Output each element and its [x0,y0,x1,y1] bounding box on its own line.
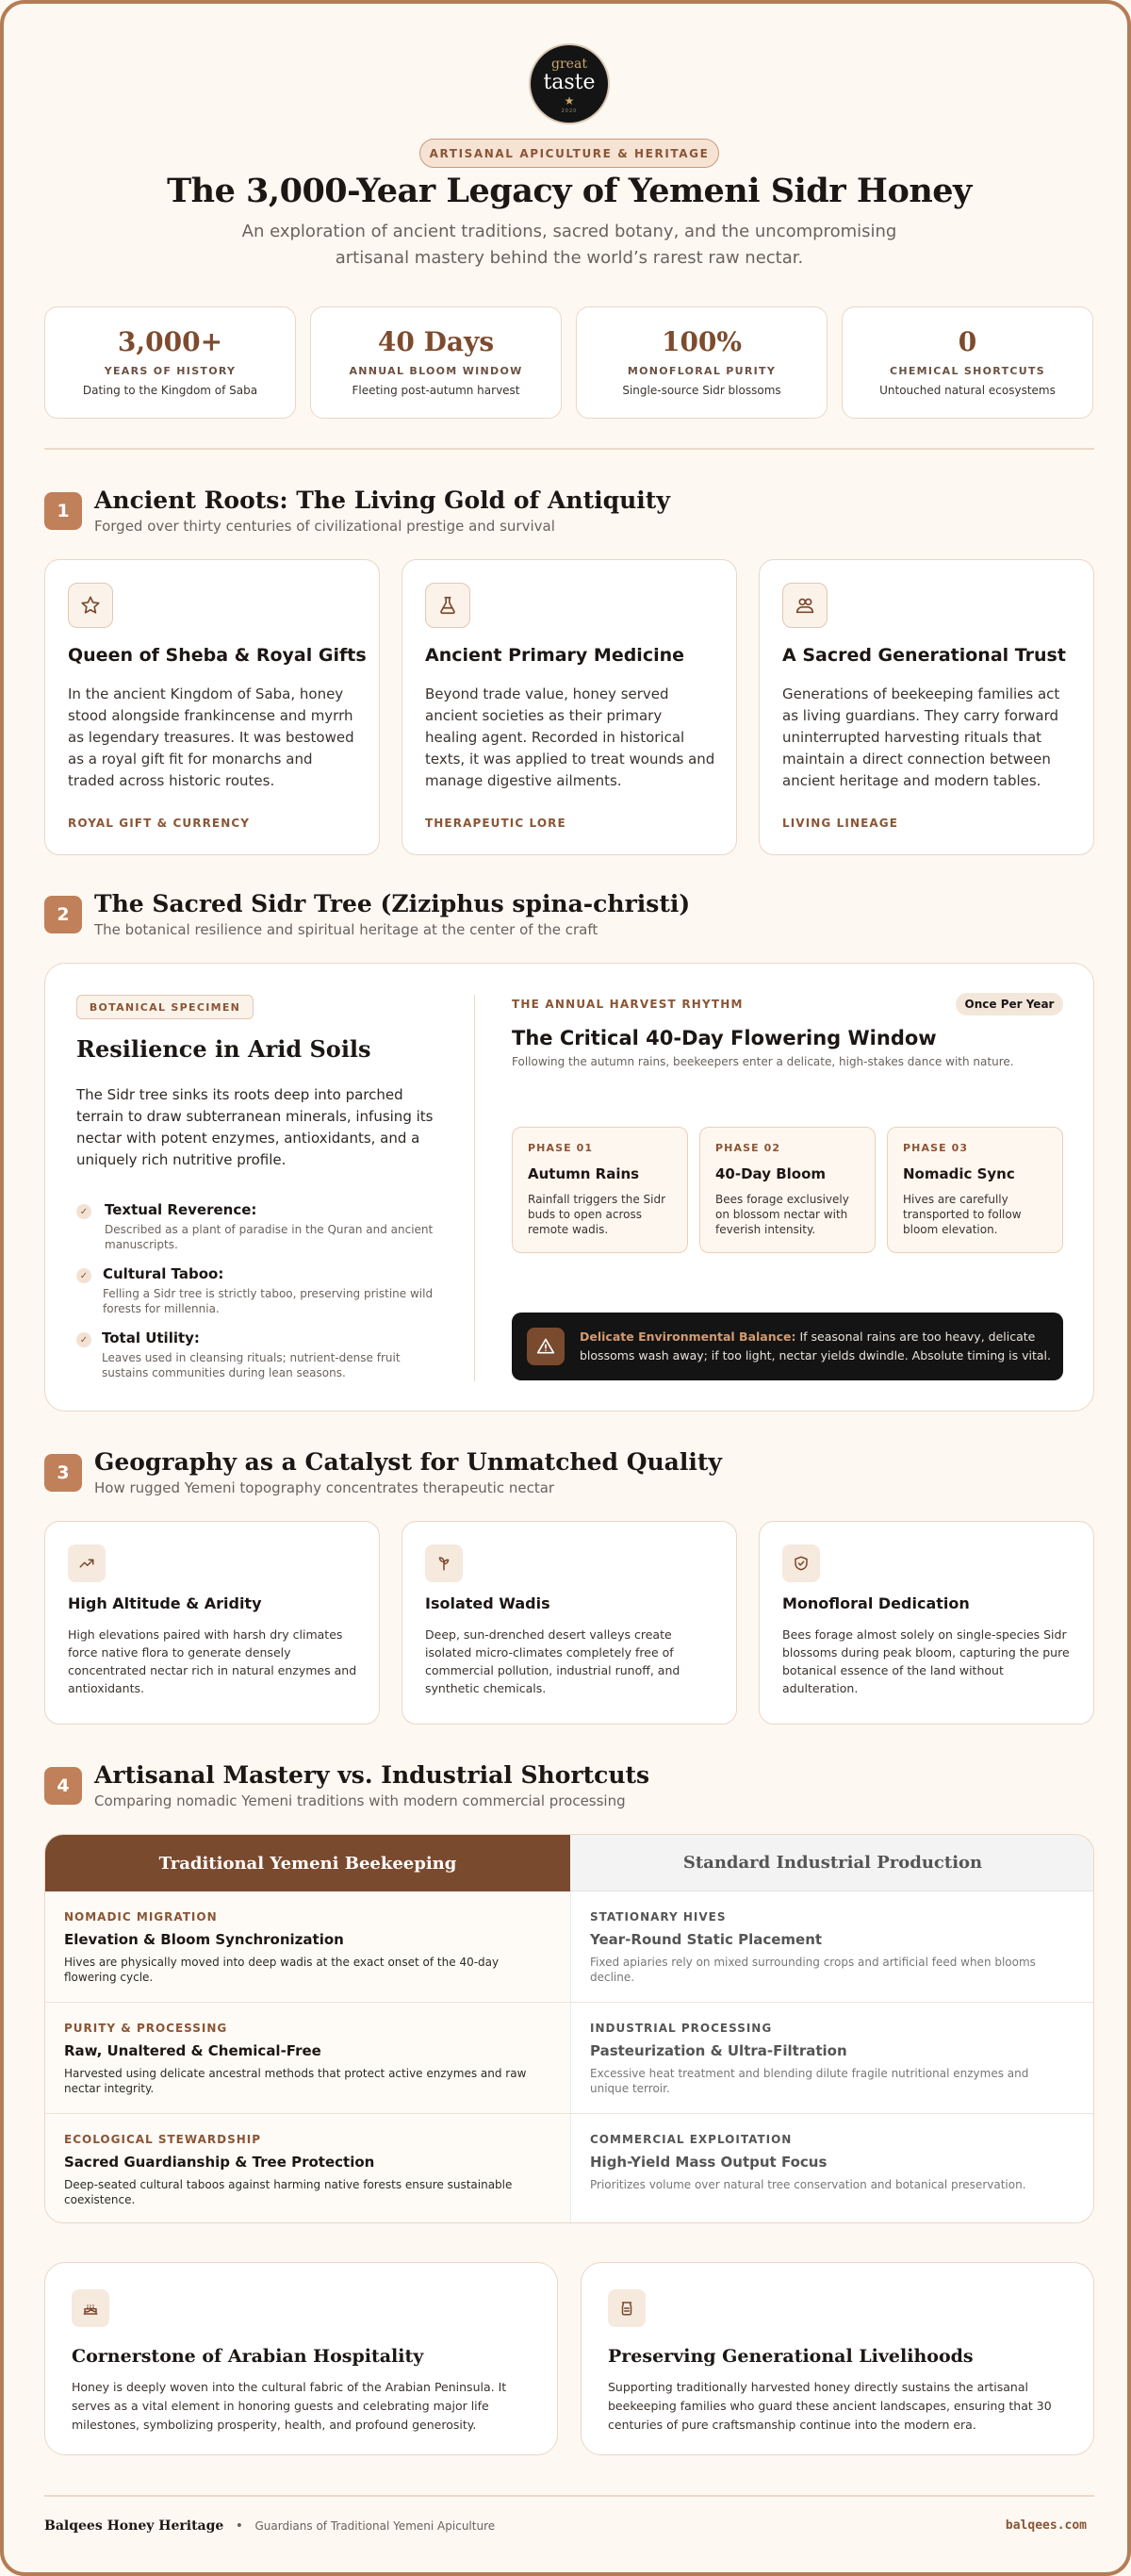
stat-desc: Untouched natural ecosystems [879,384,1056,397]
category-pill: ARTISANAL APICULTURE & HERITAGE [419,139,719,168]
phase-desc: Hives are carefully transported to follow bloom elevation. [903,1193,1022,1236]
table-cell-traditional [45,2003,570,2113]
specimen-desc: The Sidr tree sinks its roots deep into parched terrain to draw subterranean minerals, infusing its nectar with potent enzymes, antioxidants, and a uniquely rich nutritive profile. [76,1086,434,1168]
section-subtitle: Comparing nomadic Yemeni traditions with modern commercial processing [94,1792,626,1809]
cell-label: ECOLOGICAL STEWARDSHIP [64,2133,262,2146]
phase-card-2 [699,1127,876,1253]
stat-value: 100% [661,326,743,357]
table-cell-industrial [570,2114,1094,2223]
history-card-trust [759,559,1094,855]
section-subtitle: The botanical resilience and spiritual heritage at the center of the craft [94,921,598,938]
check-icon: ✓ [76,1332,91,1347]
cell-desc: Prioritizes volume over natural tree conservation and botanical preservation. [590,2178,1026,2191]
card-title: High Altitude & Aridity [68,1594,262,1612]
cell-title: Raw, Unaltered & Chemical-Free [64,2042,321,2059]
card-body: Generations of beekeeping families act as living guardians. They carry forward uninterrupted harvesting rituals that maintain a direct connection between ancient heritage and modern tables. [782,685,1060,789]
card-body: Bees forage almost solely on single-species Sidr blossoms during peak bloom, capturing the pure botanical essence of the land without adulteration. [782,1627,1070,1695]
stat-value: 3,000+ [117,326,223,357]
geo-card-wadis [402,1521,737,1725]
cell-desc: Excessive heat treatment and blending dilute fragile nutritional enzymes and unique terroir. [590,2067,1029,2095]
cake-icon [72,2289,109,2327]
section-subtitle: How rugged Yemeni topography concentrates therapeutic nectar [94,1479,555,1496]
phase-label: PHASE 01 [528,1142,594,1154]
cell-title: Pasteurization & Ultra-Filtration [590,2042,847,2059]
livelihoods-card [581,2262,1094,2455]
frequency-badge: Once Per Year [956,993,1063,1016]
logo-line-1: great [551,57,587,72]
phase-title: Nomadic Sync [903,1165,1015,1182]
page-title: The 3,000-Year Legacy of Yemeni Sidr Honey [167,172,972,210]
specimen-title: Resilience in Arid Soils [76,1035,371,1063]
column-header-traditional: Traditional Yemeni Beekeeping [45,1835,570,1891]
point-desc: Leaves used in cleansing rituals; nutrient-dense fruit sustains communities during lean seasons. [102,1351,401,1379]
cell-label: COMMERCIAL EXPLOITATION [590,2133,793,2146]
card-title: A Sacred Generational Trust [782,645,1066,666]
star-icon [68,583,113,628]
card-title: Preserving Generational Livelihoods [608,2346,974,2367]
great-taste-logo [531,45,608,123]
sprout-icon [425,1544,463,1582]
jar-icon [608,2289,646,2327]
cell-label: INDUSTRIAL PROCESSING [590,2022,773,2035]
flask-icon [425,583,470,628]
geo-card-altitude [44,1521,380,1725]
stat-label: CHEMICAL SHORTCUTS [889,365,1046,377]
stat-value: 40 Days [377,326,495,357]
card-body: High elevations paired with harsh dry climates force native flora to generate densely concentrated nectar rich in natural enzymes and antioxidants. [68,1627,357,1695]
cell-label: STATIONARY HIVES [590,1910,727,1924]
warning-title: Delicate Environmental Balance: [580,1329,796,1344]
footer-separator: • [235,2518,244,2534]
table-cell-industrial [570,1891,1094,2002]
rhythm-subtitle: Following the autumn rains, beekeepers enter a delicate, high-stakes dance with nature. [512,1055,1014,1068]
section-subtitle: Forged over thirty centuries of civilizational prestige and survival [94,518,555,535]
warning-text [580,1328,1051,1365]
cell-title: Sacred Guardianship & Tree Protection [64,2154,375,2171]
stat-value: 0 [958,326,977,357]
cell-title: Elevation & Bloom Synchronization [64,1931,344,1948]
section-number: 4 [44,1767,82,1805]
stat-card-purity [576,306,828,419]
column-header-industrial: Standard Industrial Production [570,1835,1094,1891]
cell-desc: Fixed apiaries rely on mixed surrounding crops and artificial feed when blooms decline. [590,1956,1036,1984]
table-cell-traditional [45,2114,570,2223]
sidr-tree-panel [44,963,1094,1412]
check-icon: ✓ [76,1268,91,1283]
section-number: 2 [44,896,82,933]
cell-desc: Harvested using delicate ancestral methods that protect active enzymes and raw nectar integrity. [64,2067,527,2095]
card-body: Deep, sun-drenched desert valleys create isolated micro-climates completely free of commercial pollution, industrial runoff, and synthetic chemicals. [425,1627,680,1695]
card-tag: ROYAL GIFT & CURRENCY [68,817,251,830]
point-desc: Felling a Sidr tree is strictly taboo, preserving pristine wild forests for millennia. [103,1287,434,1315]
cell-title: High-Yield Mass Output Focus [590,2154,828,2171]
phase-title: 40-Day Bloom [715,1165,827,1182]
stat-desc: Single-source Sidr blossoms [622,384,781,397]
footer-tagline: Guardians of Traditional Yemeni Apiculture [254,2519,496,2533]
card-body: In the ancient Kingdom of Saba, honey stood alongside frankincense and myrrh as legendary treasures. It was bestowed as a royal gift fit for monarchs and traded across historic routes. [68,685,354,789]
geo-card-monofloral [759,1521,1094,1725]
footer-link[interactable]: balqees.com [1005,2518,1087,2533]
cell-title: Year-Round Static Placement [590,1931,823,1948]
history-card-medicine [402,559,737,855]
specimen-pill: BOTANICAL SPECIMEN [76,995,254,1019]
logo-star-icon: ★ [564,94,575,107]
cell-label: PURITY & PROCESSING [64,2022,228,2035]
environmental-warning [512,1313,1063,1380]
shield-check-icon [782,1544,820,1582]
warning-icon [527,1328,565,1365]
comparison-table [44,1834,1094,2223]
page-subtitle: An exploration of ancient traditions, sacred botany, and the uncompromising artisanal mastery behind the world’s rarest raw nectar. [241,222,897,268]
card-body: Supporting traditionally harvested honey directly sustains the artisanal beekeeping families who guard these ancient landscapes, ensuring that 30 centuries of pure craftsmanship continue into the modern era. [608,2380,1052,2432]
stat-label: MONOFLORAL PURITY [627,365,777,377]
section-number: 1 [44,492,82,530]
footer-divider [44,2495,1094,2497]
phase-title: Autumn Rains [528,1165,640,1182]
stat-card-bloom [310,306,562,419]
card-title: Monofloral Dedication [782,1594,970,1612]
section-title: Ancient Roots: The Living Gold of Antiquity [94,487,670,514]
logo-line-4: 2020 [561,108,578,114]
logo-line-2: taste [543,71,596,94]
card-title: Cornerstone of Arabian Hospitality [72,2346,424,2367]
section-title: Artisanal Mastery vs. Industrial Shortcuts [94,1761,650,1789]
stat-card-chemicals [842,306,1093,419]
point-title: Cultural Taboo: [103,1265,224,1282]
table-cell-industrial [570,2003,1094,2113]
stat-desc: Dating to the Kingdom of Saba [82,384,258,397]
card-title: Isolated Wadis [425,1594,550,1612]
cell-desc: Deep-seated cultural taboos against harming native forests ensure sustainable coexistence. [64,2178,513,2206]
rhythm-title: The Critical 40-Day Flowering Window [512,1027,937,1049]
card-body: Beyond trade value, honey served ancient societies as their primary healing agent. Recorded in historical texts, it was applied to treat wounds and manage digestive ailments. [425,685,715,789]
stat-label: YEARS OF HISTORY [104,365,237,377]
phase-card-3 [887,1127,1063,1253]
phase-desc: Rainfall triggers the Sidr buds to open across remote wadis. [528,1193,666,1236]
divider [44,448,1094,450]
card-tag: THERAPEUTIC LORE [425,817,566,830]
footer-brand-line [44,2518,495,2534]
trend-up-icon [68,1544,106,1582]
rhythm-label: THE ANNUAL HARVEST RHYTHM [512,998,744,1011]
users-icon [782,583,828,628]
table-cell-traditional [45,1891,570,2002]
cell-label: NOMADIC MIGRATION [64,1910,218,1924]
card-title: Ancient Primary Medicine [425,645,685,666]
card-tag: LIVING LINEAGE [782,817,899,830]
card-body: Honey is deeply woven into the cultural fabric of the Arabian Peninsula. It serves as a vital element in honoring guests and celebrating major life milestones, symbolizing prosperity, health, and profound generosity. [72,2380,507,2432]
check-icon: ✓ [76,1204,91,1219]
cell-desc: Hives are physically moved into deep wadis at the exact onset of the 40-day flowering cycle. [64,1956,500,1984]
stat-label: ANNUAL BLOOM WINDOW [349,365,523,377]
phase-card-1 [512,1127,688,1253]
card-title: Queen of Sheba & Royal Gifts [68,645,367,666]
phase-desc: Bees forage exclusively on blossom nectar with feverish intensity. [715,1193,849,1236]
point-title: Textual Reverence: [105,1201,257,1218]
stat-card-history [44,306,296,419]
column-divider [474,995,475,1381]
history-card-sheba [44,559,380,855]
stat-desc: Fleeting post-autumn harvest [352,384,520,397]
phase-label: PHASE 03 [903,1142,969,1154]
phase-label: PHASE 02 [715,1142,781,1154]
hospitality-card [44,2262,558,2455]
point-desc: Described as a plant of paradise in the Quran and ancient manuscripts. [105,1223,434,1251]
warning-body: If seasonal rains are too heavy, delicate blossoms wash away; if too light, nectar yields dwindle. Absolute timing is vital. [580,1329,1051,1362]
section-title: The Sacred Sidr Tree (Ziziphus spina-christi) [94,890,691,917]
footer-brand: Balqees Honey Heritage [44,2518,224,2534]
section-title: Geography as a Catalyst for Unmatched Quality [94,1448,722,1476]
point-title: Total Utility: [102,1329,200,1346]
section-number: 3 [44,1454,82,1492]
